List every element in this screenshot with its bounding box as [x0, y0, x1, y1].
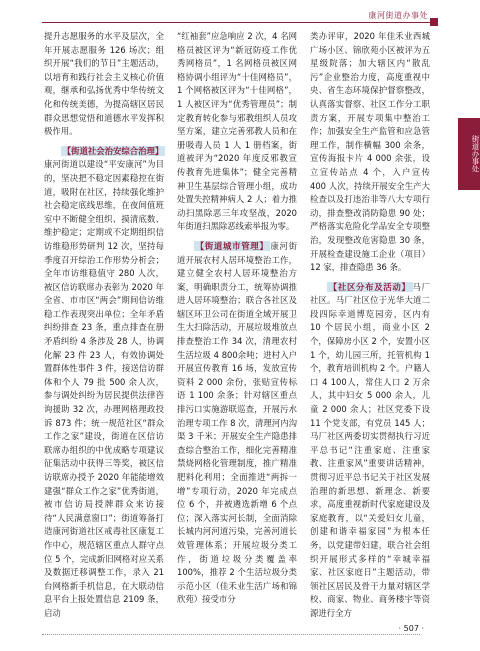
running-header-title: 康河街道办事处 — [368, 11, 428, 20]
paragraph-text: 康河街道开展农村人居环境整治工作，建立健全农村人居环境整治方案，明确职责分工，统筹协调推进人居环境整治；联合各社区及辖区环卫公司在街道全域开展卫生大扫除活动，开展垃圾堆放点排查整治工作 34 次，清理农村生活垃圾 4 800余吨；进村入户开展宣传教育 16 场，发放宣传资料 2 000 余份，张贴宣传标语 1 100 余条；针对辖区重点排污口实施游联巡查，开展污水治理专项工作 8 次，清理河内沟渠 3 千米；开展安全生产隐患排查综合整治工作，细化完善精准禁烧网格化管理制度，推广精准肥料化利用；全面推进“两拆一增”专项行动，2020 年完成点位 6 个，并被遴选新增 6 个点位；深入落实河长制，全面消除长城内河河道污染，完善河道长效管理体系；开展垃圾分类工作，街道垃圾分类覆盖率 100%，推荐 2 个生活垃圾分类示范小区（佳禾业生活广场和锦欣苑）接受市分 — [177, 240, 298, 605]
paragraph: “红袖套”应急响应 2 次，4 名网格员被区评为“新冠防疫工作优秀网格员”，1 名网格员被区网格协调小组评为“十佳网格员”，1 个网格被区评为“十佳网格”，1 人被区评为“优秀管理员”；制定教育转化参与邪教组织人员攻坚方案，建立完善邪教人员和在册吸毒人员 1 人 1 册档案，街道被评为“2020 年度反邪教宣传教育先进集体”；健全完善精神卫生基层综合管理小组，成功处置失控精神病人 2 人；着力推动扫黑除恶三年攻坚战，2020 年街道扫黑除恶线索举报为零。 — [177, 31, 297, 232]
footer-divider — [42, 634, 420, 635]
paragraph — [177, 240, 297, 607]
page-number: · 507 · — [398, 624, 424, 633]
section-heading-tag: 【街道城市管理】 — [195, 240, 269, 251]
text-column-3 — [310, 30, 430, 621]
section-side-tab: 街道办事处 — [458, 118, 480, 190]
paragraph — [310, 281, 430, 621]
text-column-2 — [177, 30, 297, 607]
section-heading-tag: 【社区分布及活动】 — [328, 281, 411, 292]
paragraph: 类办评审，2020 年佳禾业西城广场小区、锦欣苑小区被评为五星级院落；加大辖区内“散乱污”企业整治力度，高度重视中央、省生态环境保护督察整改，认真落实督察、社区工作分工职责方案，开展专项集中整治工作；加强安全生产监管和应急管理工作，制作横幅 300 余条，宣传海报卡片 4 000 余张，设立宣传站点 4 个，入户宣传 400 人次，持续开展安全生产大检查以及打违治非等八大专项行动，排查整改消防隐患 90 处；严格落实危险化学品安全专项整治，发现整改危害隐患 30 条，开展检查建设施工企业（项目）12 家，排查隐患 36 条。 — [310, 31, 430, 273]
header-divider — [42, 22, 434, 23]
paragraph-text: 马厂社区。马厂社区位于光华大道二段四际幸道博览园旁，区内有 10 个居民小组，商业小区 2 个，保障房小区 2 个，安置小区 1 个，幼儿园三所，托管机构 1 个，教育培训机构 2 个。户籍人口 4 100人，常住人口 2 万余人，其中妇女 5 000 余人，儿童 2 000 余人；社区党委下设 11 个党支部，有党员 145 人；马厂社区两委切实贯彻执行习近平总书记“注重家庭、注重家教、注重家风”重要讲话精神，贯彻习近平总书记关于社区发展治理的新思想、新理念、新要求，高度重视新时代家庭建设及家庭教育，以“关爱妇女儿童，创建和谐幸福家园”为根本任务，以党建带妇建，联合社会组织开展形式多样的“幸城幸福家、社区家庭日”主题活动，带领社区居民及骨干力量对辖区学校、商家、物业、商务楼宇等资源进行全方 — [310, 281, 431, 618]
paragraph: 提升志愿服务的水平及层次，全年开展志愿服务 126 场次；组织开展“我们的节日”主题活动，以培育和践行社会主义核心价值观，继承和弘扬优秀中华传统文化和传统美德，为提高辖区居民群众思想觉悟和道德水平发挥积极作用。 — [44, 31, 164, 137]
section-heading-tag: 【街道社会治安综合治理】 — [62, 145, 164, 156]
header-marker — [430, 18, 438, 26]
paragraph-text: 康河街道以建设“平安康河”为目的，坚决把不稳定因素稳控在街道，吸附在社区，持续强化维护社会稳定底线思维，在夜间值班室中不断健全组织、摸清底数、维护稳定；定期或不定期组织信访维稳形势研判 12 次，坚持每季度召开综治工作形势分析会；全年市访维稳值守 280 人次，被区信访联席办表彰为 2020 年全省、市市区“两会”期间信访维稳工作表现突出单位；全年矛盾纠纷排查 23 条，重点排查在册矛盾纠纷 4 条涉及 28 人，协调化解 23 件 23 人，有效协调处置群体性事件 3 件，接送信访群体和个人 79 批 500 余人次，参与调处纠纷为居民提供法律咨询援助 32 次，办理网格理政投诉 873 件；统一规范社区“群众工作之家”建设，街道在区信访联席办组织的中优成略专项建议征集活动中获得三等奖，被区信访联席办授予 2020 年能能增效建强“群众工作之家”优秀街道，被市信访局授牌群众来访接待“人民满意窗口”；街道筹备打造康河街道社区戒毒社区康复工作中心，规范辖区重点人群守点位 5 个，完成新旧网格对应关系及数据迁移调整工作，录入 21 台网格新手机信息，在大联动信息平台上报处置信息 2109 条，启动 — [44, 159, 164, 618]
text-column-1 — [44, 30, 164, 621]
paragraph — [44, 145, 164, 621]
